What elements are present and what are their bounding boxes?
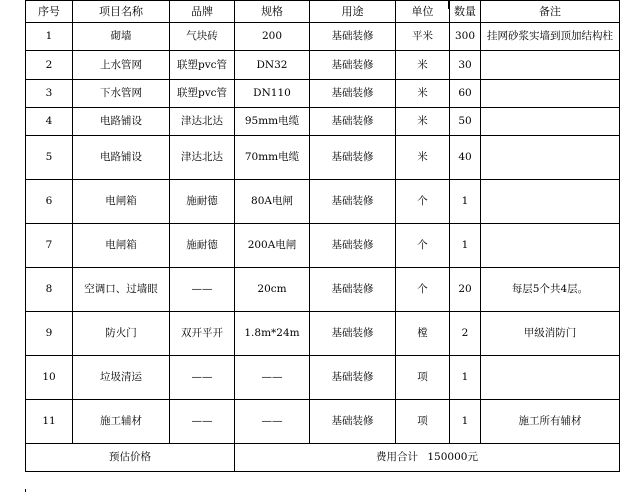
total-cost-cell <box>235 444 620 472</box>
header-brand: 品牌 <box>170 1 235 23</box>
cell-use: 基础装修 <box>310 180 396 224</box>
table-row <box>26 108 620 136</box>
cell-use: 基础装修 <box>310 356 396 400</box>
cell-note: 甲级消防门 <box>481 312 620 356</box>
cell-spec: —— <box>235 356 310 400</box>
cell-qty: 50 <box>450 108 481 136</box>
cell-brand: 施耐德 <box>170 224 235 268</box>
cell-no: 11 <box>26 400 73 444</box>
cell-unit: 樘 <box>396 312 450 356</box>
cell-unit: 个 <box>396 180 450 224</box>
cell-brand: 联塑pvc管 <box>170 80 235 108</box>
cell-brand: 双开平开 <box>170 312 235 356</box>
cell-use: 基础装修 <box>310 80 396 108</box>
cell-name: 砌墙 <box>73 23 170 51</box>
cell-qty: 1 <box>450 356 481 400</box>
cell-no: 6 <box>26 180 73 224</box>
cell-unit: 米 <box>396 51 450 80</box>
cell-unit: 米 <box>396 80 450 108</box>
cell-note <box>481 224 620 268</box>
header-name: 项目名称 <box>73 1 170 23</box>
header-note: 备注 <box>481 1 620 23</box>
cell-no: 1 <box>26 23 73 51</box>
cell-note: 每层5个共4层。 <box>481 268 620 312</box>
cell-unit: 平米 <box>396 23 450 51</box>
cell-use: 基础装修 <box>310 51 396 80</box>
header-qty: 数量 <box>450 1 481 23</box>
table-row <box>26 51 620 80</box>
renovation-cost-table <box>25 0 620 472</box>
header-spec: 规格 <box>235 1 310 23</box>
total-cost-value: 150000元 <box>427 451 478 463</box>
cell-use: 基础装修 <box>310 268 396 312</box>
cell-use: 基础装修 <box>310 224 396 268</box>
table-row <box>26 312 620 356</box>
header-no: 序号 <box>26 1 73 23</box>
cell-spec: 20cm <box>235 268 310 312</box>
cell-name: 电路铺设 <box>73 136 170 180</box>
cell-spec: 80A电闸 <box>235 180 310 224</box>
cell-note <box>481 356 620 400</box>
table-footer-row <box>26 444 620 472</box>
cell-no: 4 <box>26 108 73 136</box>
cell-unit: 米 <box>396 136 450 180</box>
cell-name: 施工辅材 <box>73 400 170 444</box>
cell-note <box>481 136 620 180</box>
table-header-row <box>26 1 620 23</box>
cell-brand: 施耐德 <box>170 180 235 224</box>
cell-name: 空调口、过墙眼 <box>73 268 170 312</box>
cell-unit: 项 <box>396 356 450 400</box>
cell-spec: 70mm电缆 <box>235 136 310 180</box>
cell-note <box>481 108 620 136</box>
total-cost-label: 费用合计 <box>376 451 419 463</box>
cell-brand: 气块砖 <box>170 23 235 51</box>
table-row <box>26 23 620 51</box>
cell-qty: 2 <box>450 312 481 356</box>
estimated-price-label: 预估价格 <box>26 444 235 472</box>
cell-qty: 60 <box>450 80 481 108</box>
cell-brand: 联塑pvc管 <box>170 51 235 80</box>
cell-use: 基础装修 <box>310 312 396 356</box>
cell-no: 9 <box>26 312 73 356</box>
table-row <box>26 356 620 400</box>
cell-no: 5 <box>26 136 73 180</box>
cell-spec: 200A电闸 <box>235 224 310 268</box>
cell-unit: 个 <box>396 268 450 312</box>
cell-use: 基础装修 <box>310 23 396 51</box>
cell-use: 基础装修 <box>310 400 396 444</box>
cell-qty: 1 <box>450 400 481 444</box>
cell-qty: 20 <box>450 268 481 312</box>
cell-no: 2 <box>26 51 73 80</box>
cell-note <box>481 80 620 108</box>
cell-spec: 1.8m*24m <box>235 312 310 356</box>
cell-spec: DN32 <box>235 51 310 80</box>
header-use: 用途 <box>310 1 396 23</box>
cell-spec: —— <box>235 400 310 444</box>
cell-unit: 项 <box>396 400 450 444</box>
cell-note <box>481 51 620 80</box>
cell-name: 电路铺设 <box>73 108 170 136</box>
cell-qty: 1 <box>450 180 481 224</box>
cell-use: 基础装修 <box>310 108 396 136</box>
cell-unit: 个 <box>396 224 450 268</box>
cell-name: 电闸箱 <box>73 180 170 224</box>
cell-spec: 95mm电缆 <box>235 108 310 136</box>
header-unit: 单位 <box>396 1 450 23</box>
cell-note: 挂网砂浆实墙到顶加结构柱 <box>481 23 620 51</box>
cell-brand: —— <box>170 400 235 444</box>
cell-spec: DN110 <box>235 80 310 108</box>
cell-note: 施工所有辅材 <box>481 400 620 444</box>
cell-no: 10 <box>26 356 73 400</box>
cell-spec: 200 <box>235 23 310 51</box>
cell-no: 7 <box>26 224 73 268</box>
cell-brand: —— <box>170 268 235 312</box>
table-row <box>26 180 620 224</box>
cell-note <box>481 180 620 224</box>
cell-name: 防火门 <box>73 312 170 356</box>
table-row <box>26 224 620 268</box>
cell-qty: 300 <box>450 23 481 51</box>
table-row <box>26 136 620 180</box>
cell-use: 基础装修 <box>310 136 396 180</box>
cell-qty: 40 <box>450 136 481 180</box>
cell-brand: —— <box>170 356 235 400</box>
cell-brand: 津达北达 <box>170 136 235 180</box>
cell-name: 垃圾清运 <box>73 356 170 400</box>
cell-unit: 米 <box>396 108 450 136</box>
cell-name: 上水管网 <box>73 51 170 80</box>
cell-brand: 津达北达 <box>170 108 235 136</box>
table-row <box>26 80 620 108</box>
table-row <box>26 268 620 312</box>
table-row <box>26 400 620 444</box>
cell-name: 下水管网 <box>73 80 170 108</box>
cell-no: 8 <box>26 268 73 312</box>
cell-no: 3 <box>26 80 73 108</box>
cell-qty: 1 <box>450 224 481 268</box>
cell-qty: 30 <box>450 51 481 80</box>
cell-name: 电闸箱 <box>73 224 170 268</box>
